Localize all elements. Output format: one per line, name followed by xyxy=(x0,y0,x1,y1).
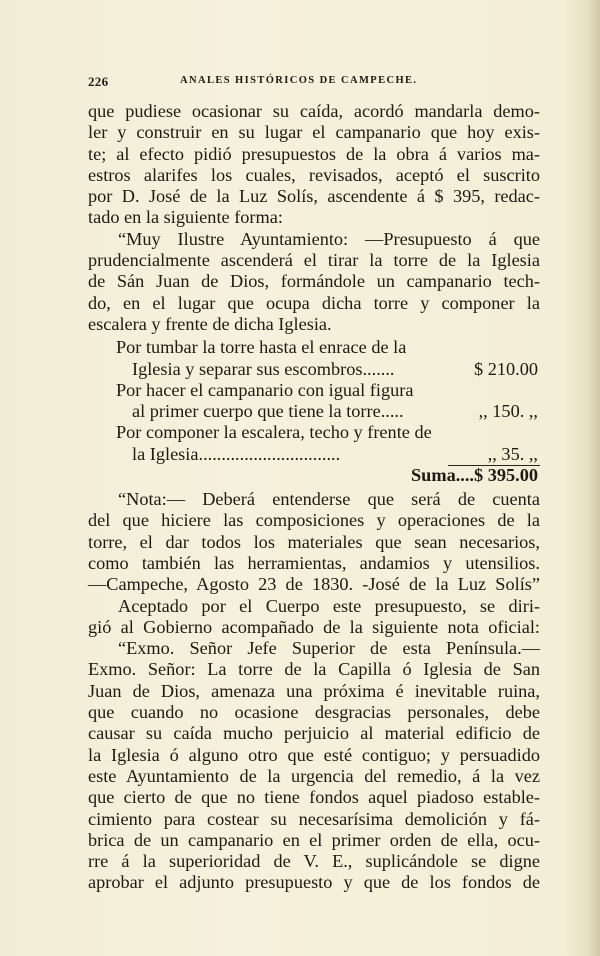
text-line: —Campeche, Agosto 23 de 1830. -José de la Luz Solís” xyxy=(88,574,540,595)
text-line: que cierto de que no tiene fondos aquel piadoso estable- xyxy=(88,787,540,808)
text-line: este Ayuntamiento de la urgencia del remedio, á la vez xyxy=(88,765,540,786)
text-line: aprobar el adjunto presupuesto y que de los fondos de xyxy=(88,872,540,893)
text-line: gió al Gobierno acompañado de la siguiente nota oficial: xyxy=(88,616,540,637)
budget-table xyxy=(88,337,540,487)
text-line: que cuando no ocasione desgracias personales, debe xyxy=(88,702,540,723)
text-line: torre, el dar todos los materiales que sean necesarios, xyxy=(88,531,540,552)
text-line: como también las herramientas, andamios y utensilios. xyxy=(88,552,540,573)
paragraph-nota xyxy=(88,489,540,595)
text-line: del que hiciere las composiciones y operaciones de la xyxy=(88,510,540,531)
budget-item-description: Por hacer el campanario con igual figura xyxy=(116,379,414,400)
budget-total: Suma....$ 395.00 xyxy=(411,465,538,486)
running-title: ANALES HISTÓRICOS DE CAMPECHE. xyxy=(180,75,418,86)
paragraph-budget-heading xyxy=(88,229,540,335)
text-line: “Muy Ilustre Ayuntamiento: —Presupuesto á que xyxy=(118,228,540,249)
paragraph-official-note xyxy=(88,638,540,894)
text-line: Exmo. Señor: La torre de la Capilla ó Iglesia de San xyxy=(88,659,540,680)
text-line: “Nota:— Deberá entenderse que será de cuenta xyxy=(118,489,540,510)
running-header xyxy=(88,74,508,90)
text-line: de Sán Juan de Dios, formándole un campanario tech- xyxy=(88,271,540,292)
budget-item xyxy=(88,337,540,380)
budget-item xyxy=(88,380,540,423)
text-line: que pudiese ocasionar su caída, acordó mandarla demo- xyxy=(88,101,540,121)
budget-item-amount: ,, 35. ,, xyxy=(487,443,538,464)
budget-item-amount: ,, 150. ,, xyxy=(478,401,538,422)
text-line: Juan de Dios, amenaza una próxima é inevitable ruina, xyxy=(88,680,540,701)
budget-item-amount: $ 210.00 xyxy=(474,358,538,379)
paragraph-aceptado xyxy=(88,596,540,639)
text-line: “Exmo. Señor Jefe Superior de esta Península.— xyxy=(118,638,540,659)
budget-item-description-cont: la Iglesia............................... xyxy=(132,443,341,464)
text-line: do, en el lugar que ocupa dicha torre y componer la xyxy=(88,292,540,313)
page-number: 226 xyxy=(88,74,109,89)
text-line: rre á la superioridad de V. E., suplicándole se digne xyxy=(88,851,540,872)
text-line: te; al efecto pidió presupuestos de la obra á varios ma- xyxy=(88,143,540,164)
text-line: cimiento para costear su necesarísima demolición y fá- xyxy=(88,808,540,829)
budget-item-description-cont: Iglesia y separar sus escombros....... xyxy=(132,358,395,379)
budget-item-description: Por componer la escalera, techo y frente de xyxy=(116,422,432,443)
text-line: la Iglesia ó alguno otro que esté contiguo; y persuadido xyxy=(88,744,540,765)
text-line: prudencialmente ascenderá el tirar la torre de la Iglesia xyxy=(88,250,540,271)
text-line: tado en la siguiente forma: xyxy=(88,207,283,228)
text-line: Aceptado por el Cuerpo este presupuesto, se diri- xyxy=(118,595,540,616)
page-gutter-shadow xyxy=(588,0,600,956)
text-line: estros alarifes los cuales, revisados, aceptó el suscrito xyxy=(88,164,540,185)
body-text xyxy=(88,101,540,894)
text-line: por D. José de la Luz Solís, ascendente á $ 395, redac- xyxy=(88,186,540,207)
text-line: brica de un campanario en el primer orden de ella, ocu- xyxy=(88,829,540,850)
budget-item xyxy=(88,422,540,465)
text-line: ler y construir en su lugar el campanario que hoy exis- xyxy=(88,122,540,143)
text-line: causar su caída mucho perjuicio al material edificio de xyxy=(88,723,540,744)
budget-total-row xyxy=(88,465,540,487)
budget-item-description-cont: al primer cuerpo que tiene la torre..... xyxy=(132,401,404,422)
budget-item-description: Por tumbar la torre hasta el enrace de la xyxy=(116,337,407,358)
paragraph-intro xyxy=(88,101,540,229)
text-line: escalera y frente de dicha Iglesia. xyxy=(88,313,332,334)
